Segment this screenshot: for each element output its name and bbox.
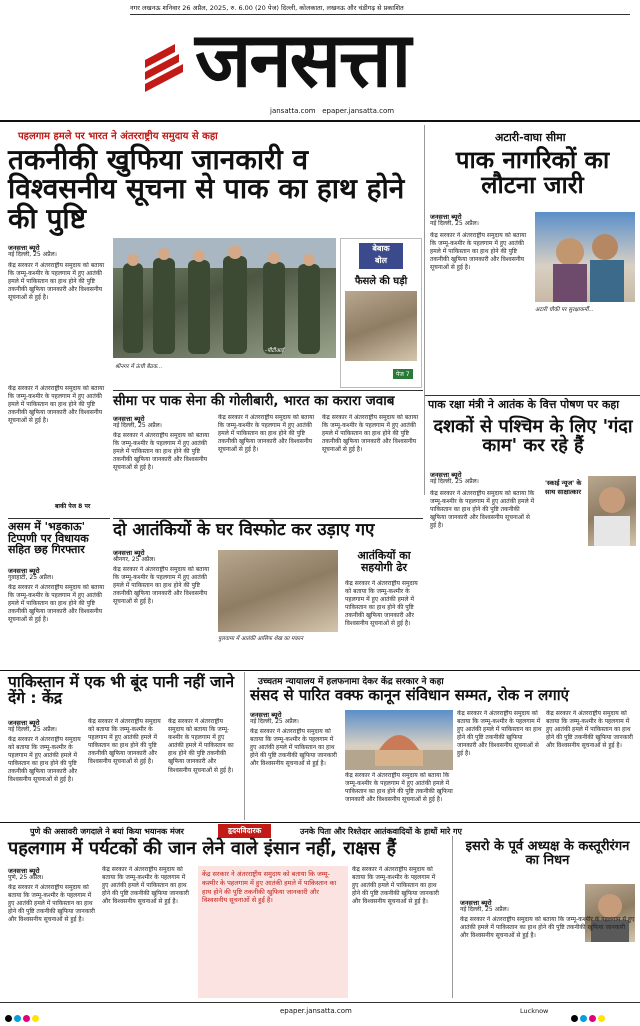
attari-body: केंद्र सरकार ने अंतरराष्ट्रीय समुदाय को बताया कि जम्मू-कश्मीर के पहलगाम में हुए आतंकी हमले में पाकिस्तान का हाथ होने की पुष्टि तकनीकी खुफिया जानकारी और विश्वसनीय सूचनाओं से हुई है। xyxy=(430,232,527,272)
lead-byline: जनसत्ता ब्यूरो xyxy=(8,244,40,252)
masthead-topline: नगर लखनऊ शनिवार 26 अप्रैल, 2025, रु. 6.00 (20 पेज) दिल्ली, कोलकाता, लखनऊ और चंडीगढ़ से प्रकाशित xyxy=(130,4,404,12)
pune-byline: जनसत्ता ब्यूरो xyxy=(8,867,40,875)
assam-headline[interactable]: असम में 'भड़काऊ' टिप्पणी पर विधायक सहित छह गिरफ्तार xyxy=(8,520,89,557)
pune-body-3: केंद्र सरकार ने अंतरराष्ट्रीय समुदाय को बताया कि जम्मू-कश्मीर के पहलगाम में हुए आतंकी हमले में पाकिस्तान का हाथ होने की पुष्टि तकनीकी खुफिया जानकारी और विश्वसनीय सूचनाओं से हुई है। xyxy=(352,866,439,906)
pani-dateline: नई दिल्ली, 25 अप्रैल। xyxy=(8,726,57,733)
color-registration-right xyxy=(570,1007,606,1026)
bebak-image xyxy=(345,291,417,361)
col-rule-waqf xyxy=(244,672,245,820)
strip-left: पुणे की असावरी जगदाले ने बयां किया भयानक मंजर xyxy=(30,827,184,836)
attari-photo xyxy=(535,212,635,302)
attari-headline[interactable]: पाक नागरिकों का लौटना जारी xyxy=(455,146,610,200)
lead-dateline: नई दिल्ली, 25 अप्रैल। xyxy=(8,251,57,258)
strip-right: उनके पिता और रिश्तेदार आतंकवादियों के हाथों मारे गए xyxy=(300,827,462,836)
pani-byline: जनसत्ता ब्यूरो xyxy=(8,719,40,727)
footer xyxy=(0,1002,640,1021)
waqf-byline: जनसत्ता ब्यूरो xyxy=(250,711,282,719)
waqf-body-2: केंद्र सरकार ने अंतरराष्ट्रीय समुदाय को बताया कि जम्मू-कश्मीर के पहलगाम में हुए आतंकी हमले में पाकिस्तान का हाथ होने की पुष्टि तकनीकी खुफिया जानकारी और विश्वसनीय सूचनाओं से हुई है। xyxy=(345,772,453,804)
waqf-photo xyxy=(345,710,453,770)
lead-body: केंद्र सरकार ने अंतरराष्ट्रीय समुदाय को बताया कि जम्मू-कश्मीर के पहलगाम में हुए आतंकी हमले में पाकिस्तान का हाथ होने की पुष्टि तकनीकी खुफिया जानकारी और विश्वसनीय सूचनाओं से हुई है। xyxy=(8,262,105,302)
masthead-title: जनसत्ता xyxy=(195,15,410,104)
ghar-subhead[interactable]: आतंकियों का सहयोगी ढेर xyxy=(357,549,411,574)
lead-body-2: केंद्र सरकार ने अंतरराष्ट्रीय समुदाय को बताया कि जम्मू-कश्मीर के पहलगाम में हुए आतंकी हमले में पाकिस्तान का हाथ होने की पुष्टि तकनीकी खुफिया जानकारी और विश्वसनीय सूचनाओं से हुई है। xyxy=(8,385,105,425)
masthead-rule xyxy=(0,120,640,122)
assam-byline: जनसत्ता ब्यूरो xyxy=(8,567,40,575)
bebak-page: पेज 7 xyxy=(393,369,413,379)
attari-caption: अटारी चौकी पर सुरक्षाकर्मी... xyxy=(535,307,594,313)
asif-body: केंद्र सरकार ने अंतरराष्ट्रीय समुदाय को बताया कि जम्मू-कश्मीर के पहलगाम में हुए आतंकी हमले में पाकिस्तान का हाथ होने की पुष्टि तकनीकी खुफिया जानकारी और विश्वसनीय सूचनाओं से हुई है। xyxy=(430,490,535,530)
isro-body: केंद्र सरकार ने अंतरराष्ट्रीय समुदाय को बताया कि जम्मू-कश्मीर के पहलगाम में हुए आतंकी हमले में पाकिस्तान का हाथ होने की पुष्टि तकनीकी खुफिया जानकारी और विश्वसनीय सूचनाओं से हुई है। xyxy=(460,916,635,940)
ghar-dateline: श्रीनगर, 25 अप्रैल। xyxy=(113,556,156,563)
site-link[interactable]: jansatta.com xyxy=(270,107,316,115)
bebak-box[interactable] xyxy=(340,238,422,388)
waqf-body-4: केंद्र सरकार ने अंतरराष्ट्रीय समुदाय को बताया कि जम्मू-कश्मीर के पहलगाम में हुए आतंकी हमले में पाकिस्तान का हाथ होने की पुष्टि तकनीकी खुफिया जानकारी और विश्वसनीय सूचनाओं से हुई है। xyxy=(546,710,633,750)
rule-assam xyxy=(8,518,110,519)
footer-epaper[interactable]: epaper.jansatta.com xyxy=(280,1007,352,1015)
ghar-photo xyxy=(218,550,338,632)
isro-dateline: नई दिल्ली, 25 अप्रैल। xyxy=(460,906,509,913)
lead-photo-caption: श्रीनगर में ऊंची बैठक... xyxy=(115,364,163,370)
lead-photo xyxy=(113,238,336,358)
asif-byline: जनसत्ता ब्यूरो xyxy=(430,471,462,479)
ghar-body: केंद्र सरकार ने अंतरराष्ट्रीय समुदाय को बताया कि जम्मू-कश्मीर के पहलगाम में हुए आतंकी हमले में पाकिस्तान का हाथ होने की पुष्टि तकनीकी खुफिया जानकारी और विश्वसनीय सूचनाओं से हुई है। xyxy=(113,566,210,606)
waqf-dateline: नई दिल्ली, 25 अप्रैल। xyxy=(250,718,299,725)
col-rule-isro xyxy=(452,836,453,998)
rule-golibari xyxy=(113,390,423,391)
rule-ghar xyxy=(113,518,423,519)
isro-byline: जनसत्ता ब्यूरो xyxy=(460,899,492,907)
attari-kicker: अटारी-वाघा सीमा xyxy=(495,131,566,144)
waqf-body-1: केंद्र सरकार ने अंतरराष्ट्रीय समुदाय को बताया कि जम्मू-कश्मीर के पहलगाम में हुए आतंकी हमले में पाकिस्तान का हाथ होने की पुष्टि तकनीकी खुफिया जानकारी और विश्वसनीय सूचनाओं से हुई है। xyxy=(250,728,337,768)
epaper-link[interactable]: epaper.jansatta.com xyxy=(322,107,395,115)
golibari-col2: केंद्र सरकार ने अंतरराष्ट्रीय समुदाय को बताया कि जम्मू-कश्मीर के पहलगाम में हुए आतंकी हमले में पाकिस्तान का हाथ होने की पुष्टि तकनीकी खुफिया जानकारी और विश्वसनीय सूचनाओं से हुई है। xyxy=(218,414,315,454)
strip-tag: हृदयविदारक xyxy=(218,824,271,838)
golibari-headline[interactable]: सीमा पर पाक सेना की गोलीबारी, भारत का करारा जवाब xyxy=(113,393,395,409)
footer-city: Lucknow xyxy=(520,1007,549,1015)
asif-headline-2[interactable]: दशकों से पश्चिम के लिए 'गंदा काम' कर रहे हैं xyxy=(433,416,633,456)
assam-dateline: गुवाहाटी, 25 अप्रैल। xyxy=(8,574,54,581)
pune-dateline: पुणे, 25 अप्रैल। xyxy=(8,874,44,881)
waqf-kicker: उच्चतम न्यायालय में हलफनामा देकर केंद्र सरकार ने कहा xyxy=(258,677,444,687)
attari-dateline: नई दिल्ली, 25 अप्रैल। xyxy=(430,220,479,227)
pune-callout xyxy=(198,866,348,998)
pani-body-2: केंद्र सरकार ने अंतरराष्ट्रीय समुदाय को बताया कि जम्मू-कश्मीर के पहलगाम में हुए आतंकी हमले में पाकिस्तान का हाथ होने की पुष्टि तकनीकी खुफिया जानकारी और विश्वसनीय सूचनाओं से हुई है। xyxy=(88,718,161,766)
golibari-col1: केंद्र सरकार ने अंतरराष्ट्रीय समुदाय को बताया कि जम्मू-कश्मीर के पहलगाम में हुए आतंकी हमले में पाकिस्तान का हाथ होने की पुष्टि तकनीकी खुफिया जानकारी और विश्वसनीय सूचनाओं से हुई है। xyxy=(113,432,210,472)
ghar-sub-body: केंद्र सरकार ने अंतरराष्ट्रीय समुदाय को बताया कि जम्मू-कश्मीर के पहलगाम में हुए आतंकी हमले में पाकिस्तान का हाथ होने की पुष्टि तकनीकी खुफिया जानकारी और विश्वसनीय सूचनाओं से हुई है। xyxy=(345,580,418,628)
waqf-headline[interactable]: संसद से पारित वक्फ कानून संविधान सम्मत, रोक न लगाएं xyxy=(250,686,569,704)
lead-kicker: पहलगाम हमले पर भारत ने अंतरराष्ट्रीय समुदाय से कहा xyxy=(18,131,218,142)
pani-body-3: केंद्र सरकार ने अंतरराष्ट्रीय समुदाय को बताया कि जम्मू-कश्मीर के पहलगाम में हुए आतंकी हमले में पाकिस्तान का हाथ होने की पुष्टि तकनीकी खुफिया जानकारी और विश्वसनीय सूचनाओं से हुई है। xyxy=(168,718,234,774)
color-registration-left xyxy=(4,1007,40,1026)
ghar-caption: पुलवामा में आतंकी आसिफ शेख का मकान xyxy=(218,636,304,642)
bebak-tag: बेबाक बोल xyxy=(359,243,403,269)
asif-quote: 'स्काई न्यूज' के साथ साक्षात्कार xyxy=(545,479,582,496)
logo-icon xyxy=(145,40,191,94)
bebak-headline: फैसले की घड़ी xyxy=(354,276,408,287)
ghar-byline: जनसत्ता ब्यूरो xyxy=(113,549,145,557)
lead-headline[interactable]: तकनीकी खुफिया जानकारी व विश्वसनीय सूचना से पाक का हाथ होने की पुष्टि xyxy=(8,143,405,235)
waqf-body-3: केंद्र सरकार ने अंतरराष्ट्रीय समुदाय को बताया कि जम्मू-कश्मीर के पहलगाम में हुए आतंकी हमले में पाकिस्तान का हाथ होने की पुष्टि तकनीकी खुफिया जानकारी और विश्वसनीय सूचनाओं से हुई है। xyxy=(457,710,542,758)
rule-pani xyxy=(0,670,640,671)
golibari-col3: केंद्र सरकार ने अंतरराष्ट्रीय समुदाय को बताया कि जम्मू-कश्मीर के पहलगाम में हुए आतंकी हमले में पाकिस्तान का हाथ होने की पुष्टि तकनीकी खुफिया जानकारी और विश्वसनीय सूचनाओं से हुई है। xyxy=(322,414,419,454)
rule-asif xyxy=(425,395,640,396)
pani-headline[interactable]: पाकिस्तान में एक भी बूंद पानी नहीं जाने देंगे : केंद्र xyxy=(8,673,235,708)
golibari-dateline: नई दिल्ली, 25 अप्रैल। xyxy=(113,422,162,429)
golibari-byline: जनसत्ता ब्यूरो xyxy=(113,415,145,423)
pune-body-1: केंद्र सरकार ने अंतरराष्ट्रीय समुदाय को बताया कि जम्मू-कश्मीर के पहलगाम में हुए आतंकी हमले में पाकिस्तान का हाथ होने की पुष्टि तकनीकी खुफिया जानकारी और विश्वसनीय सूचनाओं से हुई है। xyxy=(8,884,95,924)
ghar-headline[interactable]: दो आतंकियों के घर विस्फोट कर उड़ाए गए xyxy=(113,520,375,540)
masthead-web xyxy=(270,107,394,115)
lead-cont[interactable]: बाकी पेज 8 पर xyxy=(55,503,91,510)
asif-dateline: नई दिल्ली, 25 अप्रैल। xyxy=(430,478,479,485)
col-rule-1 xyxy=(424,125,425,495)
assam-body: केंद्र सरकार ने अंतरराष्ट्रीय समुदाय को बताया कि जम्मू-कश्मीर के पहलगाम में हुए आतंकी हमले में पाकिस्तान का हाथ होने की पुष्टि तकनीकी खुफिया जानकारी और विश्वसनीय सूचनाओं से हुई है। xyxy=(8,584,105,624)
pune-callout-text: केंद्र सरकार ने अंतरराष्ट्रीय समुदाय को बताया कि जम्मू-कश्मीर के पहलगाम में हुए आतंकी हमले में पाकिस्तान का हाथ होने की पुष्टि तकनीकी खुफिया जानकारी और विश्वसनीय सूचनाओं से हुई है। xyxy=(202,870,337,905)
lead-photo-credit: -पीटीआई xyxy=(265,348,285,354)
pune-body-2: केंद्र सरकार ने अंतरराष्ट्रीय समुदाय को बताया कि जम्मू-कश्मीर के पहलगाम में हुए आतंकी हमले में पाकिस्तान का हाथ होने की पुष्टि तकनीकी खुफिया जानकारी और विश्वसनीय सूचनाओं से हुई है। xyxy=(102,866,189,906)
isro-headline[interactable]: इसरो के पूर्व अध्यक्ष के कस्तूरीरंगन का निधन xyxy=(465,839,630,868)
rule-strip xyxy=(0,822,640,823)
attari-byline: जनसत्ता ब्यूरो xyxy=(430,213,462,221)
asif-headline[interactable]: पाक रक्षा मंत्री ने आतंक के वित्त पोषण पर कहा xyxy=(428,398,620,411)
asif-photo xyxy=(588,476,636,546)
pani-body-1: केंद्र सरकार ने अंतरराष्ट्रीय समुदाय को बताया कि जम्मू-कश्मीर के पहलगाम में हुए आतंकी हमले में पाकिस्तान का हाथ होने की पुष्टि तकनीकी खुफिया जानकारी और विश्वसनीय सूचनाओं से हुई है। xyxy=(8,736,81,784)
pune-headline[interactable]: पहलगाम में पर्यटकों की जान लेने वाले इंसान नहीं, राक्षस हैं xyxy=(8,838,397,859)
